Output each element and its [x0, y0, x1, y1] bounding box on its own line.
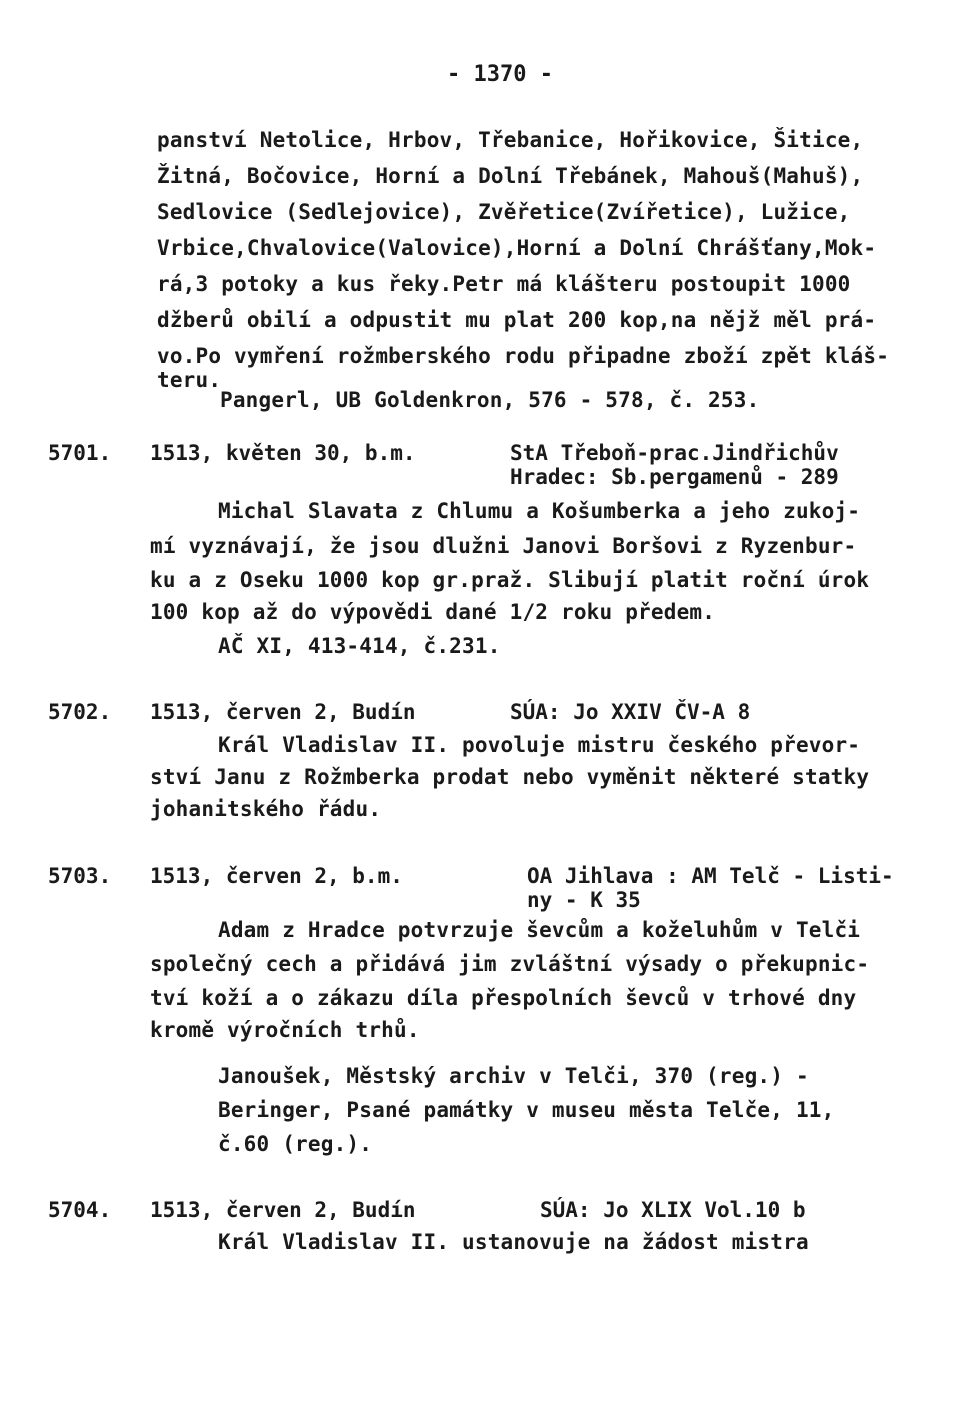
entry-archive: StA Třeboň-prac.Jindřichův — [510, 441, 839, 465]
entry-text-line: 100 kop až do výpovědi dané 1/2 roku předem. — [150, 600, 716, 624]
continuation-line: panství Netolice, Hrbov, Třebanice, Hořikovice, Šitice, — [157, 128, 864, 152]
entry-text-line: kromě výročních trhů. — [150, 1018, 420, 1042]
entry-text-line: Král Vladislav II. povoluje mistru českého převor- — [218, 733, 861, 757]
entry-text-line: společný cech a přidává jim zvláštní výsady o překupnic- — [150, 952, 870, 976]
continuation-line: Vrbice,Chvalovice(Valovice),Horní a Dolní Chrášťany,Mok- — [157, 236, 877, 260]
continuation-line: Sedlovice (Sedlejovice), Zvěřetice(Zvířetice), Lužice, — [157, 200, 851, 224]
entry-date-place: 1513, červen 2, b.m. — [150, 864, 403, 888]
continuation-line: Žitná, Bočovice, Horní a Dolní Třebánek, Mahouš(Mahuš), — [157, 164, 864, 188]
entry-archive: SÚA: Jo XXIV ČV-A 8 — [510, 700, 751, 724]
entry-text-line: Michal Slavata z Chlumu a Košumberka a jeho zukoj- — [218, 499, 861, 523]
continuation-line: rá,3 potoky a kus řeky.Petr má klášteru postoupit 1000 — [157, 272, 851, 296]
entry-citation: Beringer, Psané památky v museu města Telče, 11, — [218, 1098, 835, 1122]
entry-date-place: 1513, červen 2, Budín — [150, 700, 416, 724]
entry-citation: č.60 (reg.). — [218, 1132, 373, 1156]
entry-text-line: ství Janu z Rožmberka prodat nebo vyměnit některé statky — [150, 765, 870, 789]
entry-text-line: johanitského řádu. — [150, 797, 382, 821]
entry-archive: SÚA: Jo XLIX Vol.10 b — [540, 1198, 806, 1222]
entry-citation: Janoušek, Městský archiv v Telči, 370 (reg.) - — [218, 1064, 809, 1088]
continuation-line: teru. — [157, 368, 222, 392]
entry-text-line: mí vyznávají, že jsou dlužni Janovi Boršovi z Ryzenbur- — [150, 534, 857, 558]
entry-number: 5704. — [48, 1198, 112, 1222]
continuation-line: džberů obilí a odpustit mu plat 200 kop,na nějž měl prá- — [157, 308, 877, 332]
continuation-citation: Pangerl, UB Goldenkron, 576 - 578, č. 253. — [220, 388, 760, 412]
entry-text-line: tví koží a o zákazu díla přespolních ševců v trhové dny — [150, 986, 857, 1010]
entry-number: 5703. — [48, 864, 112, 888]
entry-number: 5702. — [48, 700, 112, 724]
continuation-line: vo.Po vymření rožmberského rodu připadne zboží zpět kláš- — [157, 344, 890, 368]
entry-number: 5701. — [48, 441, 112, 465]
entry-text-line: ku a z Oseku 1000 kop gr.praž. Slibují platit roční úrok — [150, 568, 870, 592]
entry-text-line: Adam z Hradce potvrzuje ševcům a koželuhům v Telči — [218, 918, 861, 942]
entry-date-place: 1513, květen 30, b.m. — [150, 441, 416, 465]
page-number: - 1370 - — [447, 62, 553, 87]
entry-date-place: 1513, červen 2, Budín — [150, 1198, 416, 1222]
entry-text-line: Král Vladislav II. ustanovuje na žádost mistra — [218, 1230, 809, 1254]
entry-citation: AČ XI, 413-414, č.231. — [218, 634, 501, 658]
entry-archive: Hradec: Sb.pergamenů - 289 — [510, 465, 839, 489]
entry-archive: OA Jihlava : AM Telč - Listi- — [527, 864, 894, 888]
entry-archive: ny - K 35 — [527, 888, 641, 912]
